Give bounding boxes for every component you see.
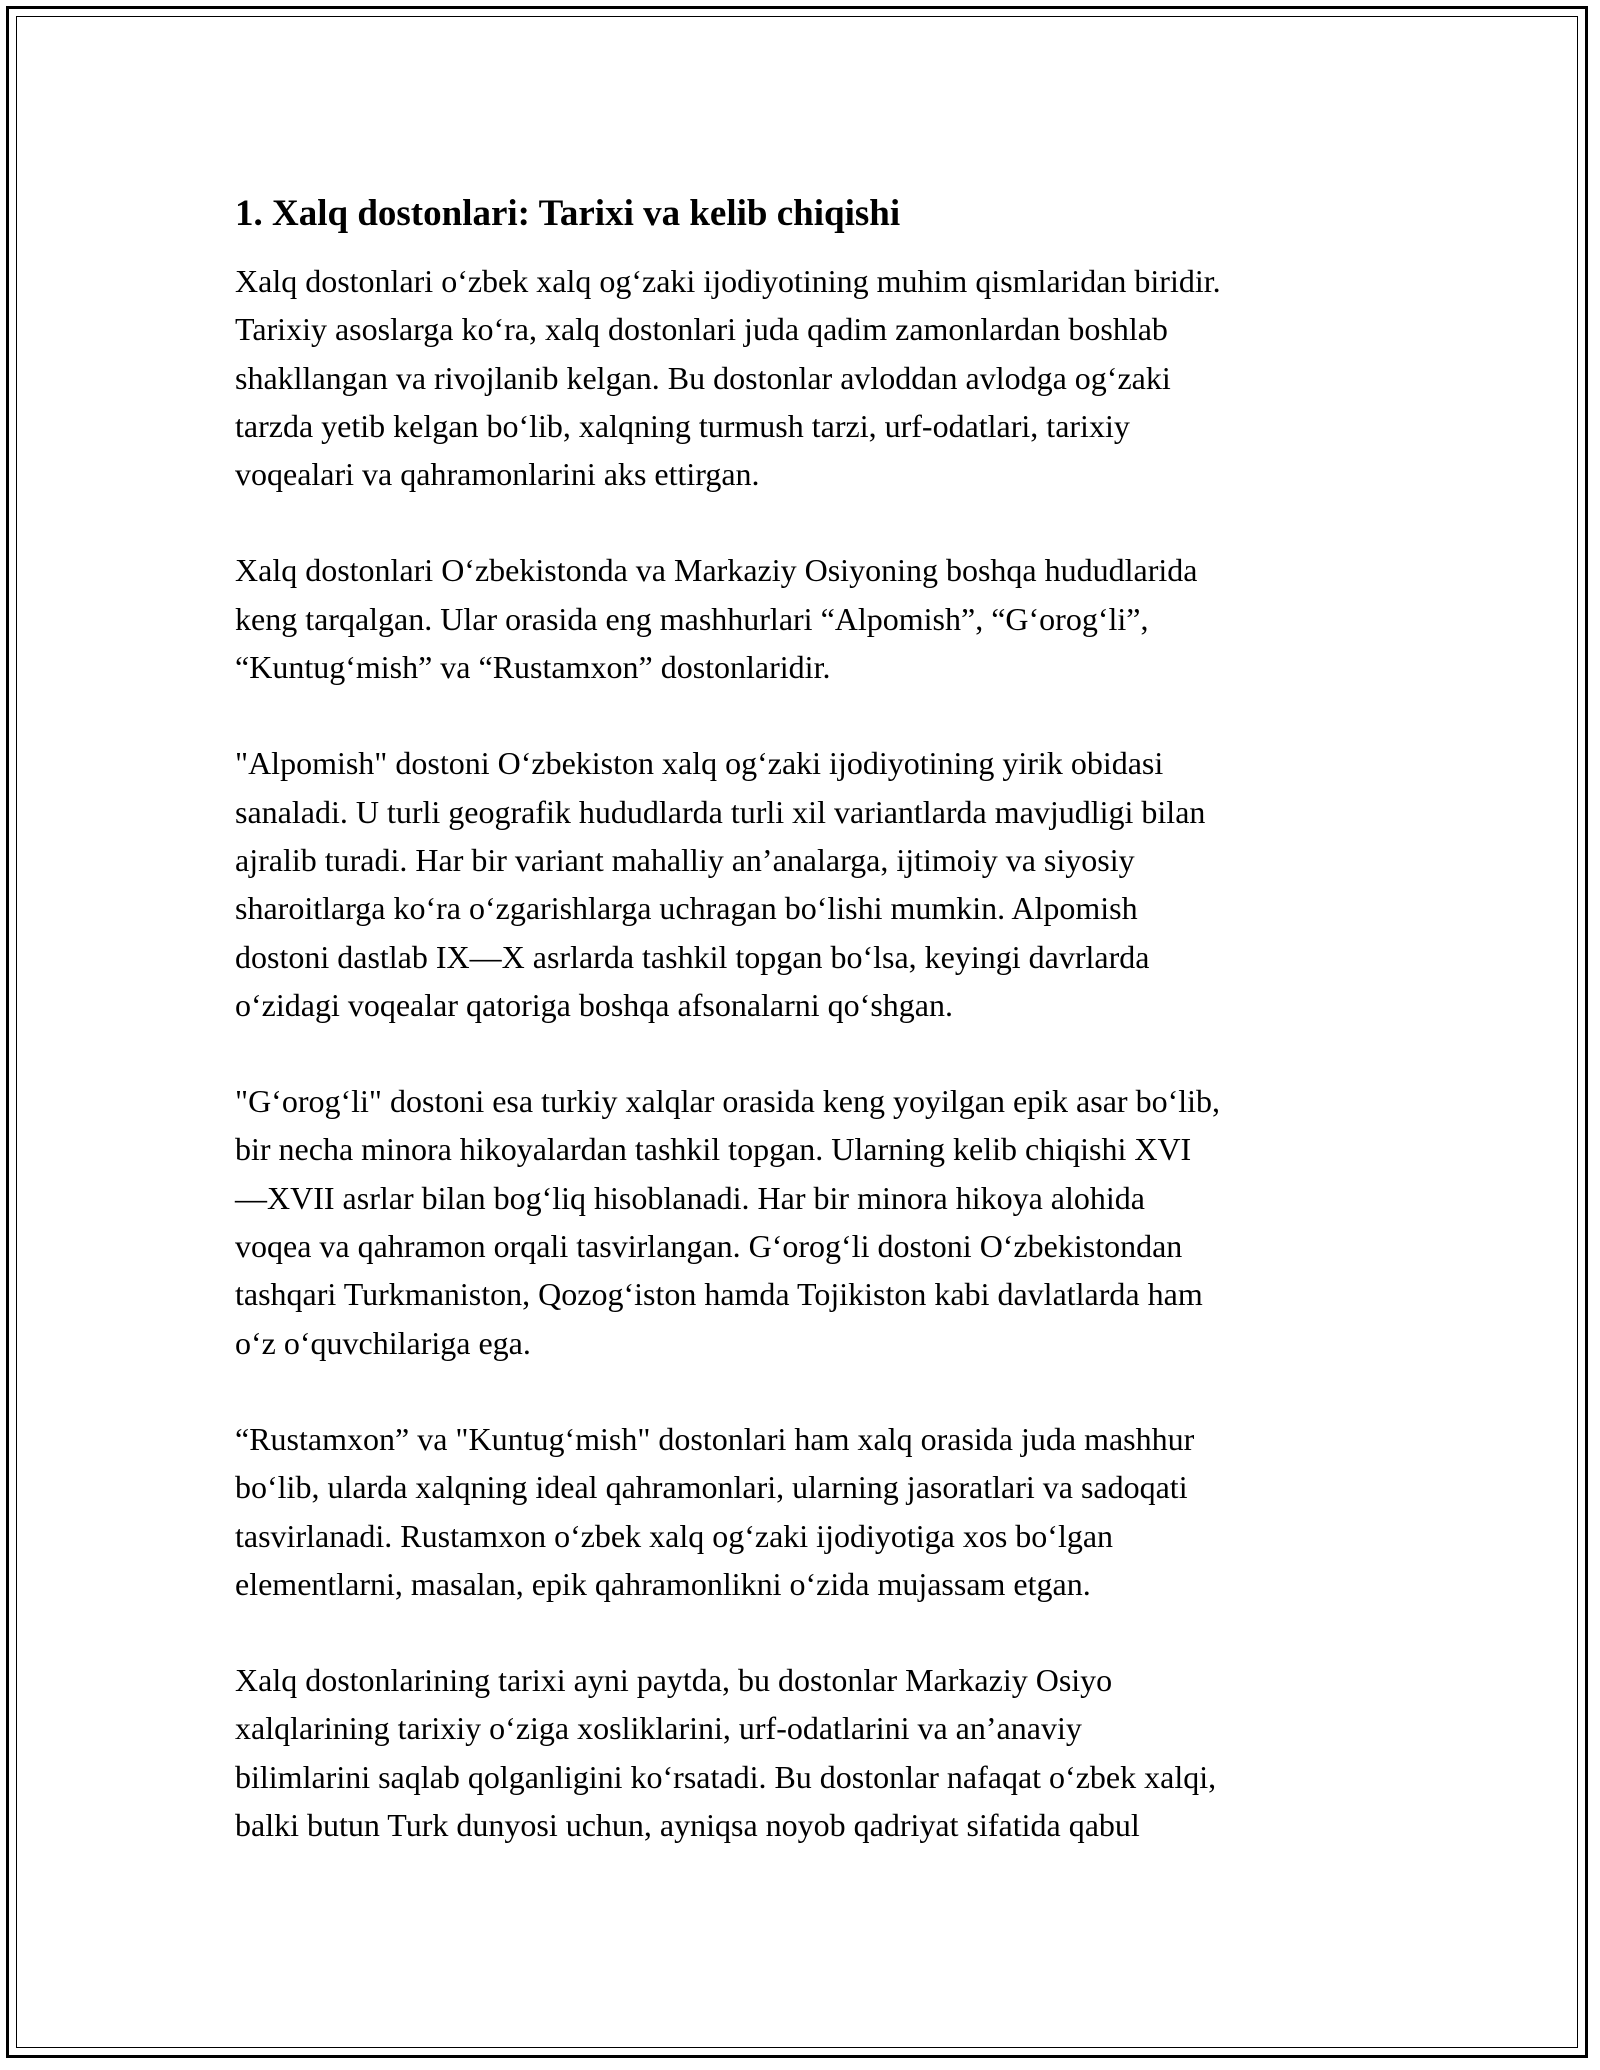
paragraph-2: Xalq dostonlari O‘zbekistonda va Markaziy Osiyoning boshqa hududlarida keng tarqalgan. Ular orasida eng mashhurlari “Alpomish”, “G‘orog‘li”, “Kuntug‘mish” va “Rustamxon” dostonlaridir. (235, 552, 1198, 686)
document-body (235, 188, 1375, 1897)
section-heading: 1. Xalq dostonlari: Tarixi va kelib chiqishi (235, 193, 901, 234)
paragraph-5: “Rustamxon” va "Kuntug‘mish" dostonlari ham xalq orasida juda mashhur bo‘lib, ularda xalqning ideal qahramonlari, ularning jasoratlari va sadoqati tasvirlanadi. Rustamxon o‘zbek xalq og‘zaki ijodiyotiga xos bo‘lgan elementlarni, masalan, epik qahramonlikni o‘zida mujassam etgan. (235, 1420, 1195, 1602)
paragraph-1: Xalq dostonlari o‘zbek xalq og‘zaki ijodiyotining muhim qismlaridan biridir. Tarixiy asoslarga ko‘ra, xalq dostonlari juda qadim zamonlardan boshlab shakllangan va rivojlanib kelgan. Bu dostonlar avloddan avlodga og‘zaki tarzda yetib kelgan bo‘lib, xalqning turmush tarzi, urf-odatlari, tarixiy voqealari va qahramonlarini aks ettirgan. (235, 263, 1221, 493)
paragraph-6: Xalq dostonlarining tarixi ayni paytda, bu dostonlar Markaziy Osiyo xalqlarining tarixiy o‘ziga xosliklarini, urf-odatlarini va an’anaviy bilimlarini saqlab qolganligini ko‘rsatadi. Bu dostonlar nafaqat o‘zbek xalqi, balki butun Turk dunyosi uchun, ayniqsa noyob qadriyat sifatida qabul (235, 1662, 1217, 1844)
paragraph-3: "Alpomish" dostoni O‘zbekiston xalq og‘zaki ijodiyotining yirik obidasi sanaladi. U turli geografik hududlarda turli xil variantlarda mavjudligi bilan ajralib turadi. Har bir variant mahalliy an’analarga, ijtimoiy va siyosiy sharoitlarga ko‘ra o‘zgarishlarga uchragan bo‘lishi mumkin. Alpomish dostoni dastlab IX—X asrlarda tashkil topgan bo‘lsa, keyingi davrlarda o‘zidagi voqealar qatoriga boshqa afsonalarni qo‘shgan. (235, 745, 1206, 1023)
paragraph-4: "G‘orog‘li" dostoni esa turkiy xalqlar orasida keng yoyilgan epik asar bo‘lib, bir necha minora hikoyalardan tashkil topgan. Ularning kelib chiqishi XVI —XVII asrlar bilan bog‘liq hisoblanadi. Har bir minora hikoya alohida voqea va qahramon orqali tasvirlangan. G‘orog‘li dostoni O‘zbekistondan tashqari Turkmaniston, Qozog‘iston hamda Tojikiston kabi davlatlarda ham o‘z o‘quvchilariga ega. (235, 1083, 1220, 1361)
